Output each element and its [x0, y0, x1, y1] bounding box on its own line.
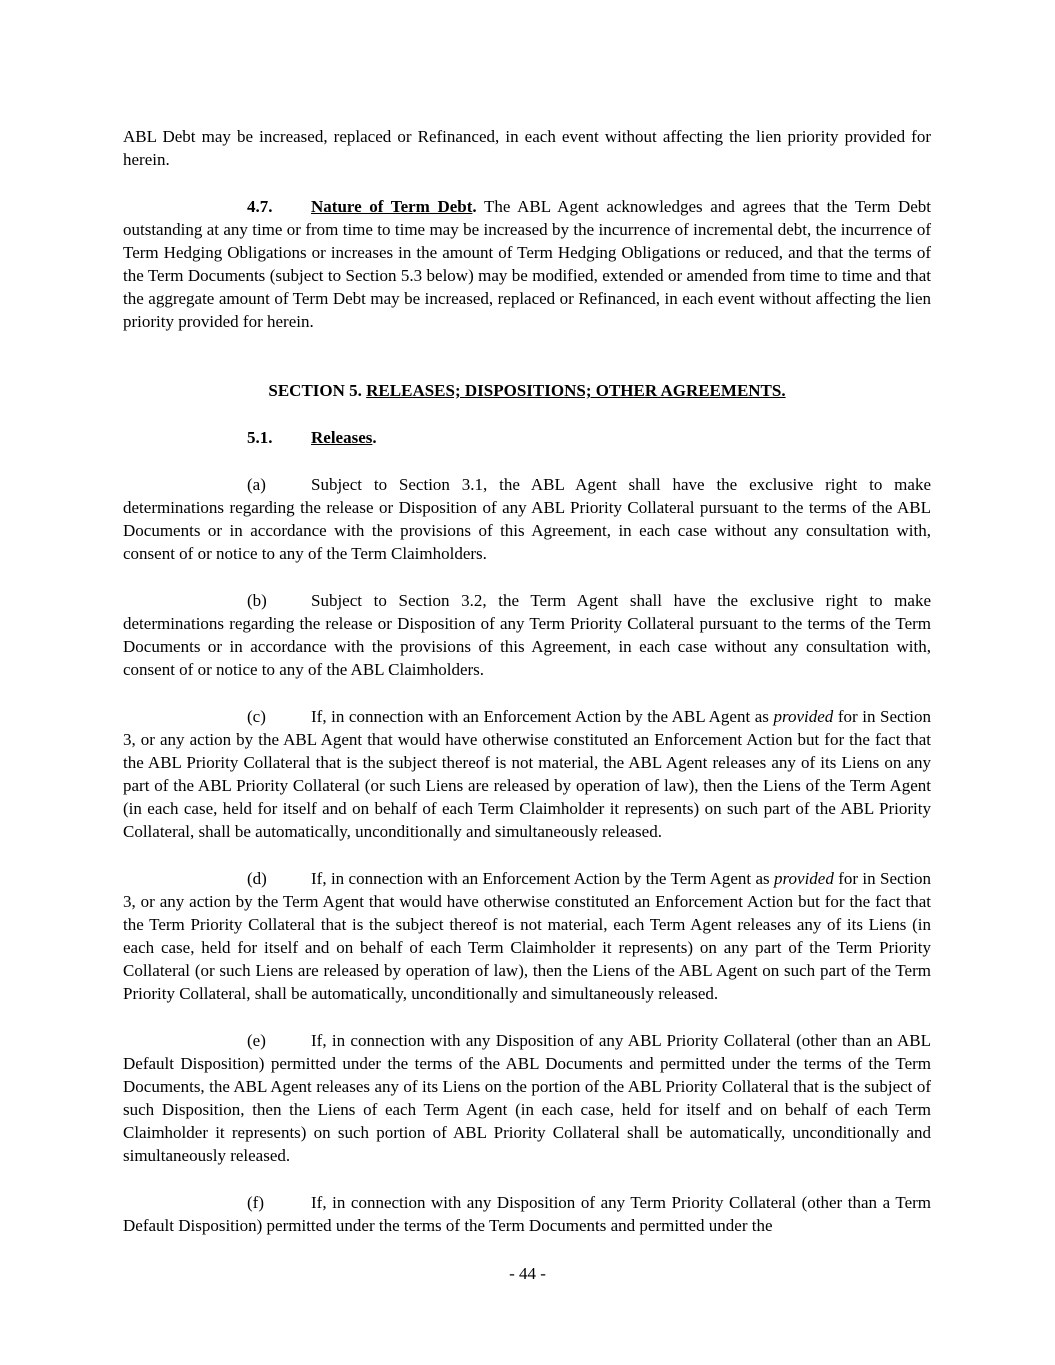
- paragraph-d-italic-word: provided: [774, 869, 834, 888]
- section-4-7-heading-period: .: [472, 197, 477, 216]
- paragraph-d: [123, 867, 931, 1005]
- paragraph-c-label: (c): [247, 707, 266, 726]
- paragraph-d-label: (d): [247, 869, 267, 888]
- section-5-1-number: 5.1.: [247, 428, 273, 447]
- section-5-heading: [123, 379, 931, 402]
- paragraph-f: [123, 1191, 931, 1237]
- paragraph-d-text-after: for in Section 3, or any action by the Term Agent that would have otherwise constituted an Enforcement Action but for the fact that the Term Priority Collateral that is the subject thereof is not material, each Term Agent releases any of its Liens (in each case, held for itself and on behalf of each Term Claimholder it represents) on any part of the Term Priority Collateral (or such Liens are released by operation of law), then the Liens of the ABL Agent on such part of the Term Priority Collateral, shall be automatically, unconditionally and simultaneously released.: [123, 869, 931, 1003]
- section-4-7-body: The ABL Agent acknowledges and agrees that the Term Debt outstanding at any time or from time to time may be increased by the incurrence of incremental debt, the incurrence of Term Hedging Obligations or increases in the amount of Term Hedging Obligations or reduced, and that the terms of the Term Documents (subject to Section 5.3 below) may be modified, extended or amended from time to time and that the aggregate amount of Term Debt may be increased, replaced or Refinanced, in each event without affecting the lien priority provided for herein.: [123, 197, 932, 331]
- section-4-7-heading: Nature of Term Debt: [311, 197, 473, 216]
- section-5-label: SECTION 5.: [268, 381, 362, 400]
- paragraph-d-text-before: If, in connection with an Enforcement Action by the Term Agent as: [311, 869, 775, 888]
- paragraph-b-label: (b): [247, 591, 267, 610]
- paragraph-c-italic-word: provided: [773, 707, 834, 726]
- section-4-7-number: 4.7.: [247, 197, 273, 216]
- paragraph-a-text: Subject to Section 3.1, the ABL Agent shall have the exclusive right to make determinations regarding the release or Disposition of any ABL Priority Collateral pursuant to the terms of the ABL Documents or in accordance with the provisions of this Agreement, in each case without any consultation with, consent of or notice to any of the Term Claimholders.: [123, 475, 931, 563]
- paragraph-e-label: (e): [247, 1031, 266, 1050]
- paragraph-b-text: Subject to Section 3.2, the Term Agent shall have the exclusive right to make determinations regarding the release or Disposition of any Term Priority Collateral pursuant to the terms of the Term Documents or in accordance with the provisions of this Agreement, in each case without any consultation with, consent of or notice to any of the ABL Claimholders.: [123, 591, 931, 679]
- paragraph-f-label: (f): [247, 1193, 264, 1212]
- paragraph-a: [123, 473, 931, 565]
- paragraph-e: [123, 1029, 931, 1167]
- paragraph-b: [123, 589, 931, 681]
- paragraph-c-text-after: for in Section 3, or any action by the ABL Agent that would have otherwise constituted an Enforcement Action but for the fact that the ABL Priority Collateral that is the subject thereof is not material, the ABL Agent releases any of its Liens on any part of the ABL Priority Collateral (or such Liens are released by operation of law), then the Liens of the Term Agent (in each case, held for itself and on behalf of each Term Claimholder it represents) on such part of the ABL Priority Collateral, shall be automatically, unconditionally and simultaneously released.: [123, 707, 931, 841]
- section-5-1-period: .: [372, 428, 377, 447]
- paragraph-a-label: (a): [247, 475, 266, 494]
- page-number: - 44 -: [509, 1264, 546, 1283]
- section-5-1-heading: [123, 426, 931, 449]
- section-5-1-title: Releases: [311, 428, 373, 447]
- paragraph-intro: [123, 125, 931, 171]
- section-5-title: RELEASES; DISPOSITIONS; OTHER AGREEMENTS.: [366, 381, 786, 400]
- paragraph-intro-text: ABL Debt may be increased, replaced or Refinanced, in each event without affecting the lien priority provided for herein.: [123, 127, 931, 169]
- paragraph-c: [123, 705, 931, 843]
- paragraph-f-text: If, in connection with any Disposition of any Term Priority Collateral (other than a Term Default Disposition) permitted under the terms of the Term Documents and permitted under the: [123, 1193, 931, 1235]
- paragraph-c-text-before: If, in connection with an Enforcement Action by the ABL Agent as: [311, 707, 774, 726]
- paragraph-e-text: If, in connection with any Disposition of any ABL Priority Collateral (other than an ABL Default Disposition) permitted under the terms of the ABL Documents and permitted under the terms of the Term Documents, the ABL Agent releases any of its Liens on the portion of the ABL Priority Collateral that is the subject of such Disposition, then the Liens of each Term Agent (in each case, held for itself and on behalf of each Term Claimholder it represents) on such portion of ABL Priority Collateral shall be automatically, unconditionally and simultaneously released.: [123, 1031, 931, 1165]
- section-4-7-paragraph: [123, 195, 931, 333]
